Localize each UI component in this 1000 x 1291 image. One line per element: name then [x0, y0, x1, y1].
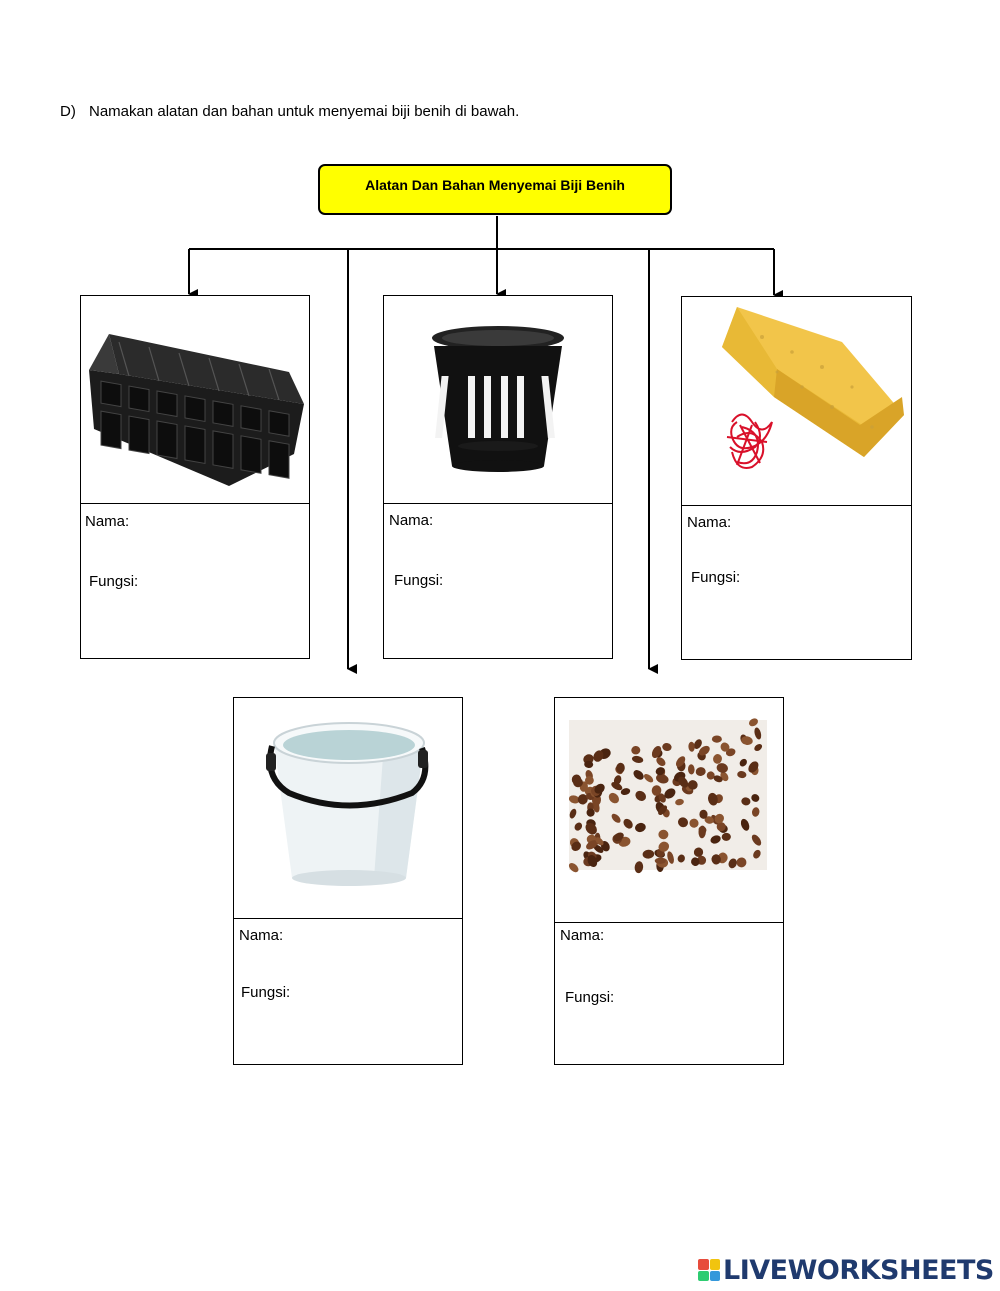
- fungsi-label: Fungsi:: [565, 989, 615, 1006]
- sponge-image: [682, 297, 911, 506]
- card-seedling-tray: [80, 295, 310, 659]
- bucket-image: [234, 698, 462, 919]
- card-net-pot: [383, 295, 613, 659]
- nama-label: Nama:: [560, 927, 605, 944]
- nama-label: Nama:: [687, 514, 732, 531]
- logo-mark-icon: [698, 1259, 720, 1281]
- card-sponge-and-coir: [681, 296, 912, 660]
- question-number: D): [60, 103, 76, 120]
- logo-text: LIVEWORKSHEETS: [723, 1254, 994, 1286]
- seedling-tray-image: [81, 296, 309, 504]
- liveworksheets-logo: [698, 1255, 994, 1285]
- net-pot-image: [384, 296, 612, 504]
- seeds-image: [555, 698, 783, 923]
- nama-label: Nama:: [85, 513, 130, 530]
- fungsi-label: Fungsi:: [89, 573, 139, 590]
- fungsi-label: Fungsi:: [691, 569, 741, 586]
- fungsi-label: Fungsi:: [394, 572, 444, 589]
- question-text: Namakan alatan dan bahan untuk menyemai biji benih di bawah.: [89, 103, 520, 120]
- card-seeds: [554, 697, 784, 1065]
- card-water-bucket: [233, 697, 463, 1065]
- fungsi-label: Fungsi:: [241, 984, 291, 1001]
- nama-label: Nama:: [239, 927, 284, 944]
- nama-label: Nama:: [389, 512, 434, 529]
- diagram-title-text: Alatan Dan Bahan Menyemai Biji Benih: [365, 176, 625, 193]
